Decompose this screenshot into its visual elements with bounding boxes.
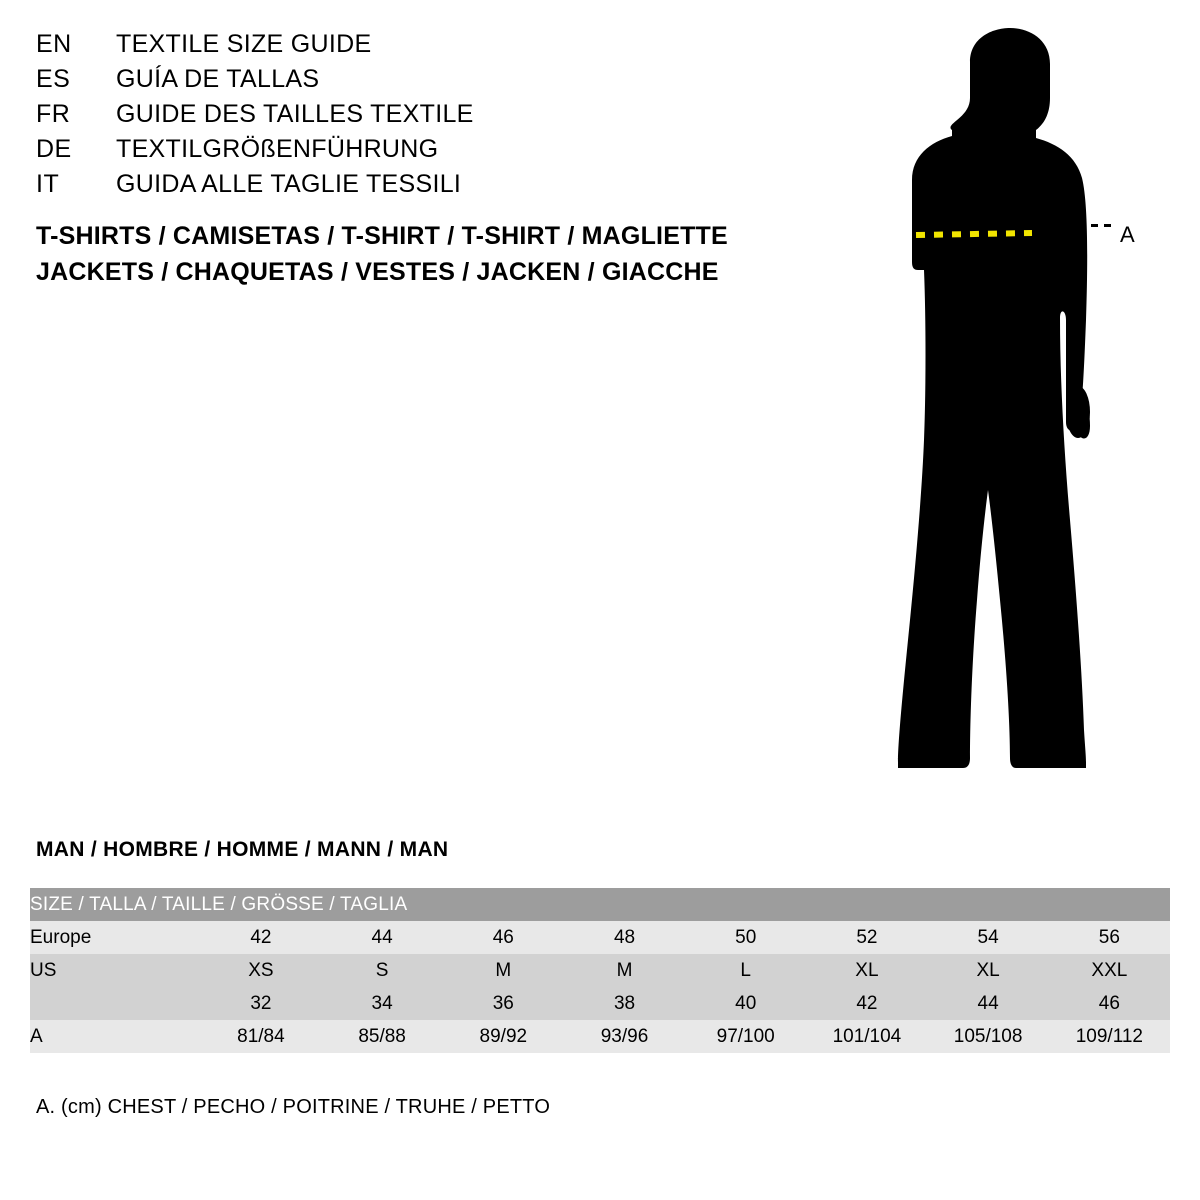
language-code: EN <box>36 30 72 58</box>
measure-leader-line <box>1078 224 1114 227</box>
cell-value: S <box>322 954 443 987</box>
cell-value: 36 <box>443 987 564 1020</box>
language-row-fr <box>36 100 776 135</box>
language-text: TEXTILGRÖßENFÜHRUNG <box>116 135 439 163</box>
table-row <box>30 1020 1170 1053</box>
language-code: DE <box>36 135 72 163</box>
section-title-man: MAN / HOMBRE / HOMME / MANN / MAN <box>36 838 449 861</box>
language-row-it <box>36 170 776 205</box>
cell-value: XXL <box>1049 954 1170 987</box>
cell-value: 54 <box>928 921 1049 954</box>
cell-value: 46 <box>443 921 564 954</box>
cell-value: 40 <box>685 987 806 1020</box>
table-header-row <box>30 888 1170 921</box>
man-silhouette-icon <box>820 20 1180 780</box>
cell-value: 46 <box>1049 987 1170 1020</box>
cell-value: 44 <box>928 987 1049 1020</box>
table-row <box>30 921 1170 954</box>
cell-value: 109/112 <box>1049 1020 1170 1053</box>
garment-line-tshirts: T-SHIRTS / CAMISETAS / T-SHIRT / T-SHIRT / MAGLIETTE <box>36 222 728 250</box>
cell-value: 89/92 <box>443 1020 564 1053</box>
cell-value: XS <box>200 954 321 987</box>
cell-value: M <box>443 954 564 987</box>
garment-line-jackets: JACKETS / CHAQUETAS / VESTES / JACKEN / GIACCHE <box>36 258 719 286</box>
cell-value: 50 <box>685 921 806 954</box>
language-code: FR <box>36 100 71 128</box>
cell-value: 85/88 <box>322 1020 443 1053</box>
cell-value: 56 <box>1049 921 1170 954</box>
cell-value: 32 <box>200 987 321 1020</box>
cell-value: 42 <box>806 987 927 1020</box>
measure-label-a: A <box>1120 222 1135 247</box>
cell-value: 81/84 <box>200 1020 321 1053</box>
cell-value: XL <box>806 954 927 987</box>
cell-value: 34 <box>322 987 443 1020</box>
cell-value: L <box>685 954 806 987</box>
language-text: GUÍA DE TALLAS <box>116 65 320 93</box>
row-label <box>30 987 200 1020</box>
cell-value: 52 <box>806 921 927 954</box>
cell-value: 105/108 <box>928 1020 1049 1053</box>
cell-value: 93/96 <box>564 1020 685 1053</box>
table-row <box>30 987 1170 1020</box>
row-label: A <box>30 1020 200 1053</box>
language-row-es <box>36 65 776 100</box>
cell-value: XL <box>928 954 1049 987</box>
table-header-label: SIZE / TALLA / TAILLE / GRÖSSE / TAGLIA <box>30 888 1170 921</box>
size-table <box>30 888 1170 1053</box>
language-row-de <box>36 135 776 170</box>
cell-value: M <box>564 954 685 987</box>
language-code: IT <box>36 170 60 198</box>
table-row <box>30 954 1170 987</box>
language-text: GUIDE DES TAILLES TEXTILE <box>116 100 474 128</box>
row-label: US <box>30 954 200 987</box>
language-list <box>36 30 776 205</box>
table-footnote: A. (cm) CHEST / PECHO / POITRINE / TRUHE / PETTO <box>36 1096 551 1118</box>
cell-value: 101/104 <box>806 1020 927 1053</box>
language-text: TEXTILE SIZE GUIDE <box>116 30 372 58</box>
cell-value: 48 <box>564 921 685 954</box>
cell-value: 38 <box>564 987 685 1020</box>
garment-type-list <box>36 218 796 290</box>
language-row-en <box>36 30 776 65</box>
body-silhouette-figure <box>820 20 1180 780</box>
language-text: GUIDA ALLE TAGLIE TESSILI <box>116 170 462 198</box>
row-label: Europe <box>30 921 200 954</box>
cell-value: 42 <box>200 921 321 954</box>
language-code: ES <box>36 65 71 93</box>
cell-value: 97/100 <box>685 1020 806 1053</box>
cell-value: 44 <box>322 921 443 954</box>
